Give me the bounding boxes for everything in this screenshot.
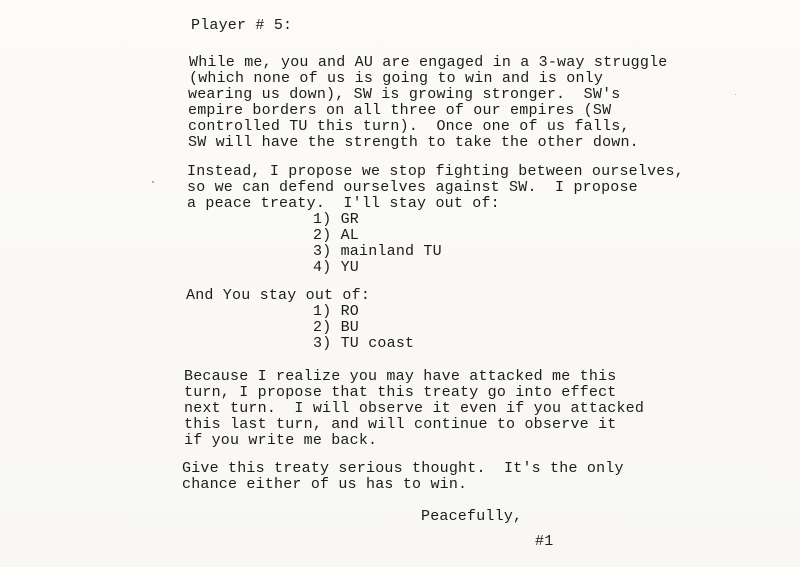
- list-item: 2) BU: [313, 319, 360, 336]
- closing: Peacefully,: [421, 508, 523, 525]
- paragraph1-line: While me, you and AU are engaged in a 3-way struggle: [189, 54, 668, 71]
- paragraph4-line: chance either of us has to win.: [182, 476, 468, 493]
- paragraph3-line: if you write me back.: [184, 432, 378, 449]
- list-item: 2) AL: [313, 227, 360, 244]
- paper-speck: [735, 94, 736, 95]
- paragraph1-line: wearing us down), SW is growing stronger. SW's: [188, 86, 621, 103]
- paragraph3-line: turn, I propose that this treaty go into effect: [184, 384, 617, 401]
- list-item: 4) YU: [313, 259, 360, 276]
- paragraph1-line: (which none of us is going to win and is only: [189, 70, 604, 87]
- list-item: 1) RO: [313, 303, 360, 320]
- paragraph1-line: SW will have the strength to take the other down.: [188, 134, 639, 151]
- paragraph1-line: empire borders on all three of our empires (SW: [188, 102, 612, 119]
- paragraph1-line: controlled TU this turn). Once one of us falls,: [188, 118, 630, 135]
- list-item: 3) TU coast: [313, 335, 415, 352]
- paragraph3-line: this last turn, and will continue to observe it: [184, 416, 617, 433]
- list-item: 1) GR: [313, 211, 360, 228]
- paper-speck: [152, 181, 154, 183]
- salutation: Player # 5:: [191, 17, 293, 34]
- paragraph2-line: a peace treaty. I'll stay out of:: [187, 195, 500, 212]
- signature: #1: [535, 533, 554, 550]
- paragraph2-line: Instead, I propose we stop fighting between ourselves,: [187, 163, 684, 180]
- paragraph3-line: next turn. I will observe it even if you attacked: [184, 400, 645, 417]
- paragraph2-line: so we can defend ourselves against SW. I propose: [187, 179, 638, 196]
- your-intro: And You stay out of:: [186, 287, 371, 304]
- paragraph4-line: Give this treaty serious thought. It's the only: [182, 460, 624, 477]
- list-item: 3) mainland TU: [313, 243, 442, 260]
- paragraph3-line: Because I realize you may have attacked me this: [184, 368, 617, 385]
